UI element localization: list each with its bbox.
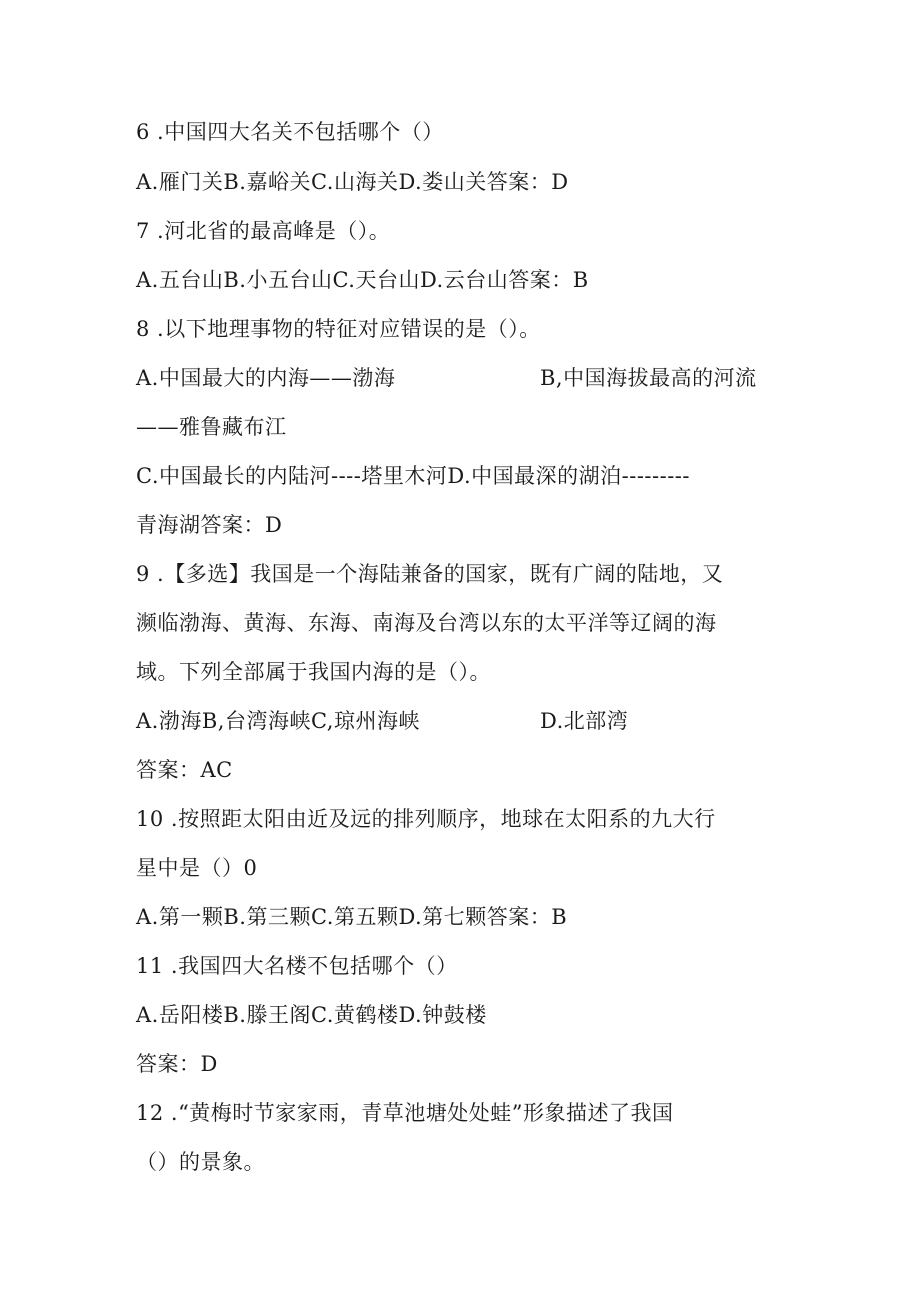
- question-12-line-2: （）的景象。: [136, 1150, 265, 1174]
- answer-line-9: 答案：AC: [136, 758, 233, 782]
- answer-line-11: 答案：D: [136, 1052, 218, 1076]
- options-row-8-cd: C.中国最长的内陆河----塔里木河D.中国最深的湖泊---------: [136, 464, 691, 488]
- option-8b: B,中国海拔最高的河流: [540, 366, 757, 390]
- options-row-8: [136, 363, 786, 393]
- answer-line-10: A.第一颗B.第三颗C.第五颗D.第七颗答案：B: [136, 905, 568, 929]
- question-10-line-1: 10 .按照距太阳由近及远的排列顺序，地球在太阳系的九大行: [136, 807, 716, 831]
- question-8: 8 .以下地理事物的特征对应错误的是（）。: [136, 317, 541, 341]
- options-9-abc: A.渤海B,台湾海峡C,琼州海峡: [136, 709, 420, 733]
- question-12-line-1: 12 .“黄梅时节家家雨，青草池塘处处蛙”形象描述了我国: [136, 1101, 674, 1125]
- question-10-line-2: 星中是（）0: [136, 856, 258, 880]
- question-11: 11 .我国四大名楼不包括哪个（）: [136, 954, 458, 978]
- options-row-9: [136, 706, 786, 736]
- question-9-line-1: 9 .【多选】我国是一个海陆兼备的国家，既有广阔的陆地，又: [136, 562, 724, 586]
- question-7: 7 .河北省的最高峰是（）。: [136, 219, 391, 243]
- option-9d: D.北部湾: [540, 709, 629, 733]
- option-8a: A.中国最大的内海——渤海: [136, 366, 396, 390]
- answer-line-7: A.五台山B.小五台山C.天台山D.云台山答案：B: [136, 268, 589, 292]
- options-line-11: A.岳阳楼B.滕王阁C.黄鹤楼D.钟鼓楼: [136, 1003, 487, 1027]
- question-6: 6 .中国四大名关不包括哪个（）: [136, 120, 444, 144]
- answer-line-6: A.雁门关B.嘉峪关C.山海关D.娄山关答案：D: [136, 170, 569, 194]
- option-8b-continued: ——雅鲁藏布江: [136, 415, 287, 439]
- question-9-line-3: 域。下列全部属于我国内海的是（）。: [136, 660, 491, 684]
- question-9-line-2: 濒临渤海、黄海、东海、南海及台湾以东的太平洋等辽阔的海: [136, 611, 717, 635]
- answer-line-8: 青海湖答案：D: [136, 513, 283, 537]
